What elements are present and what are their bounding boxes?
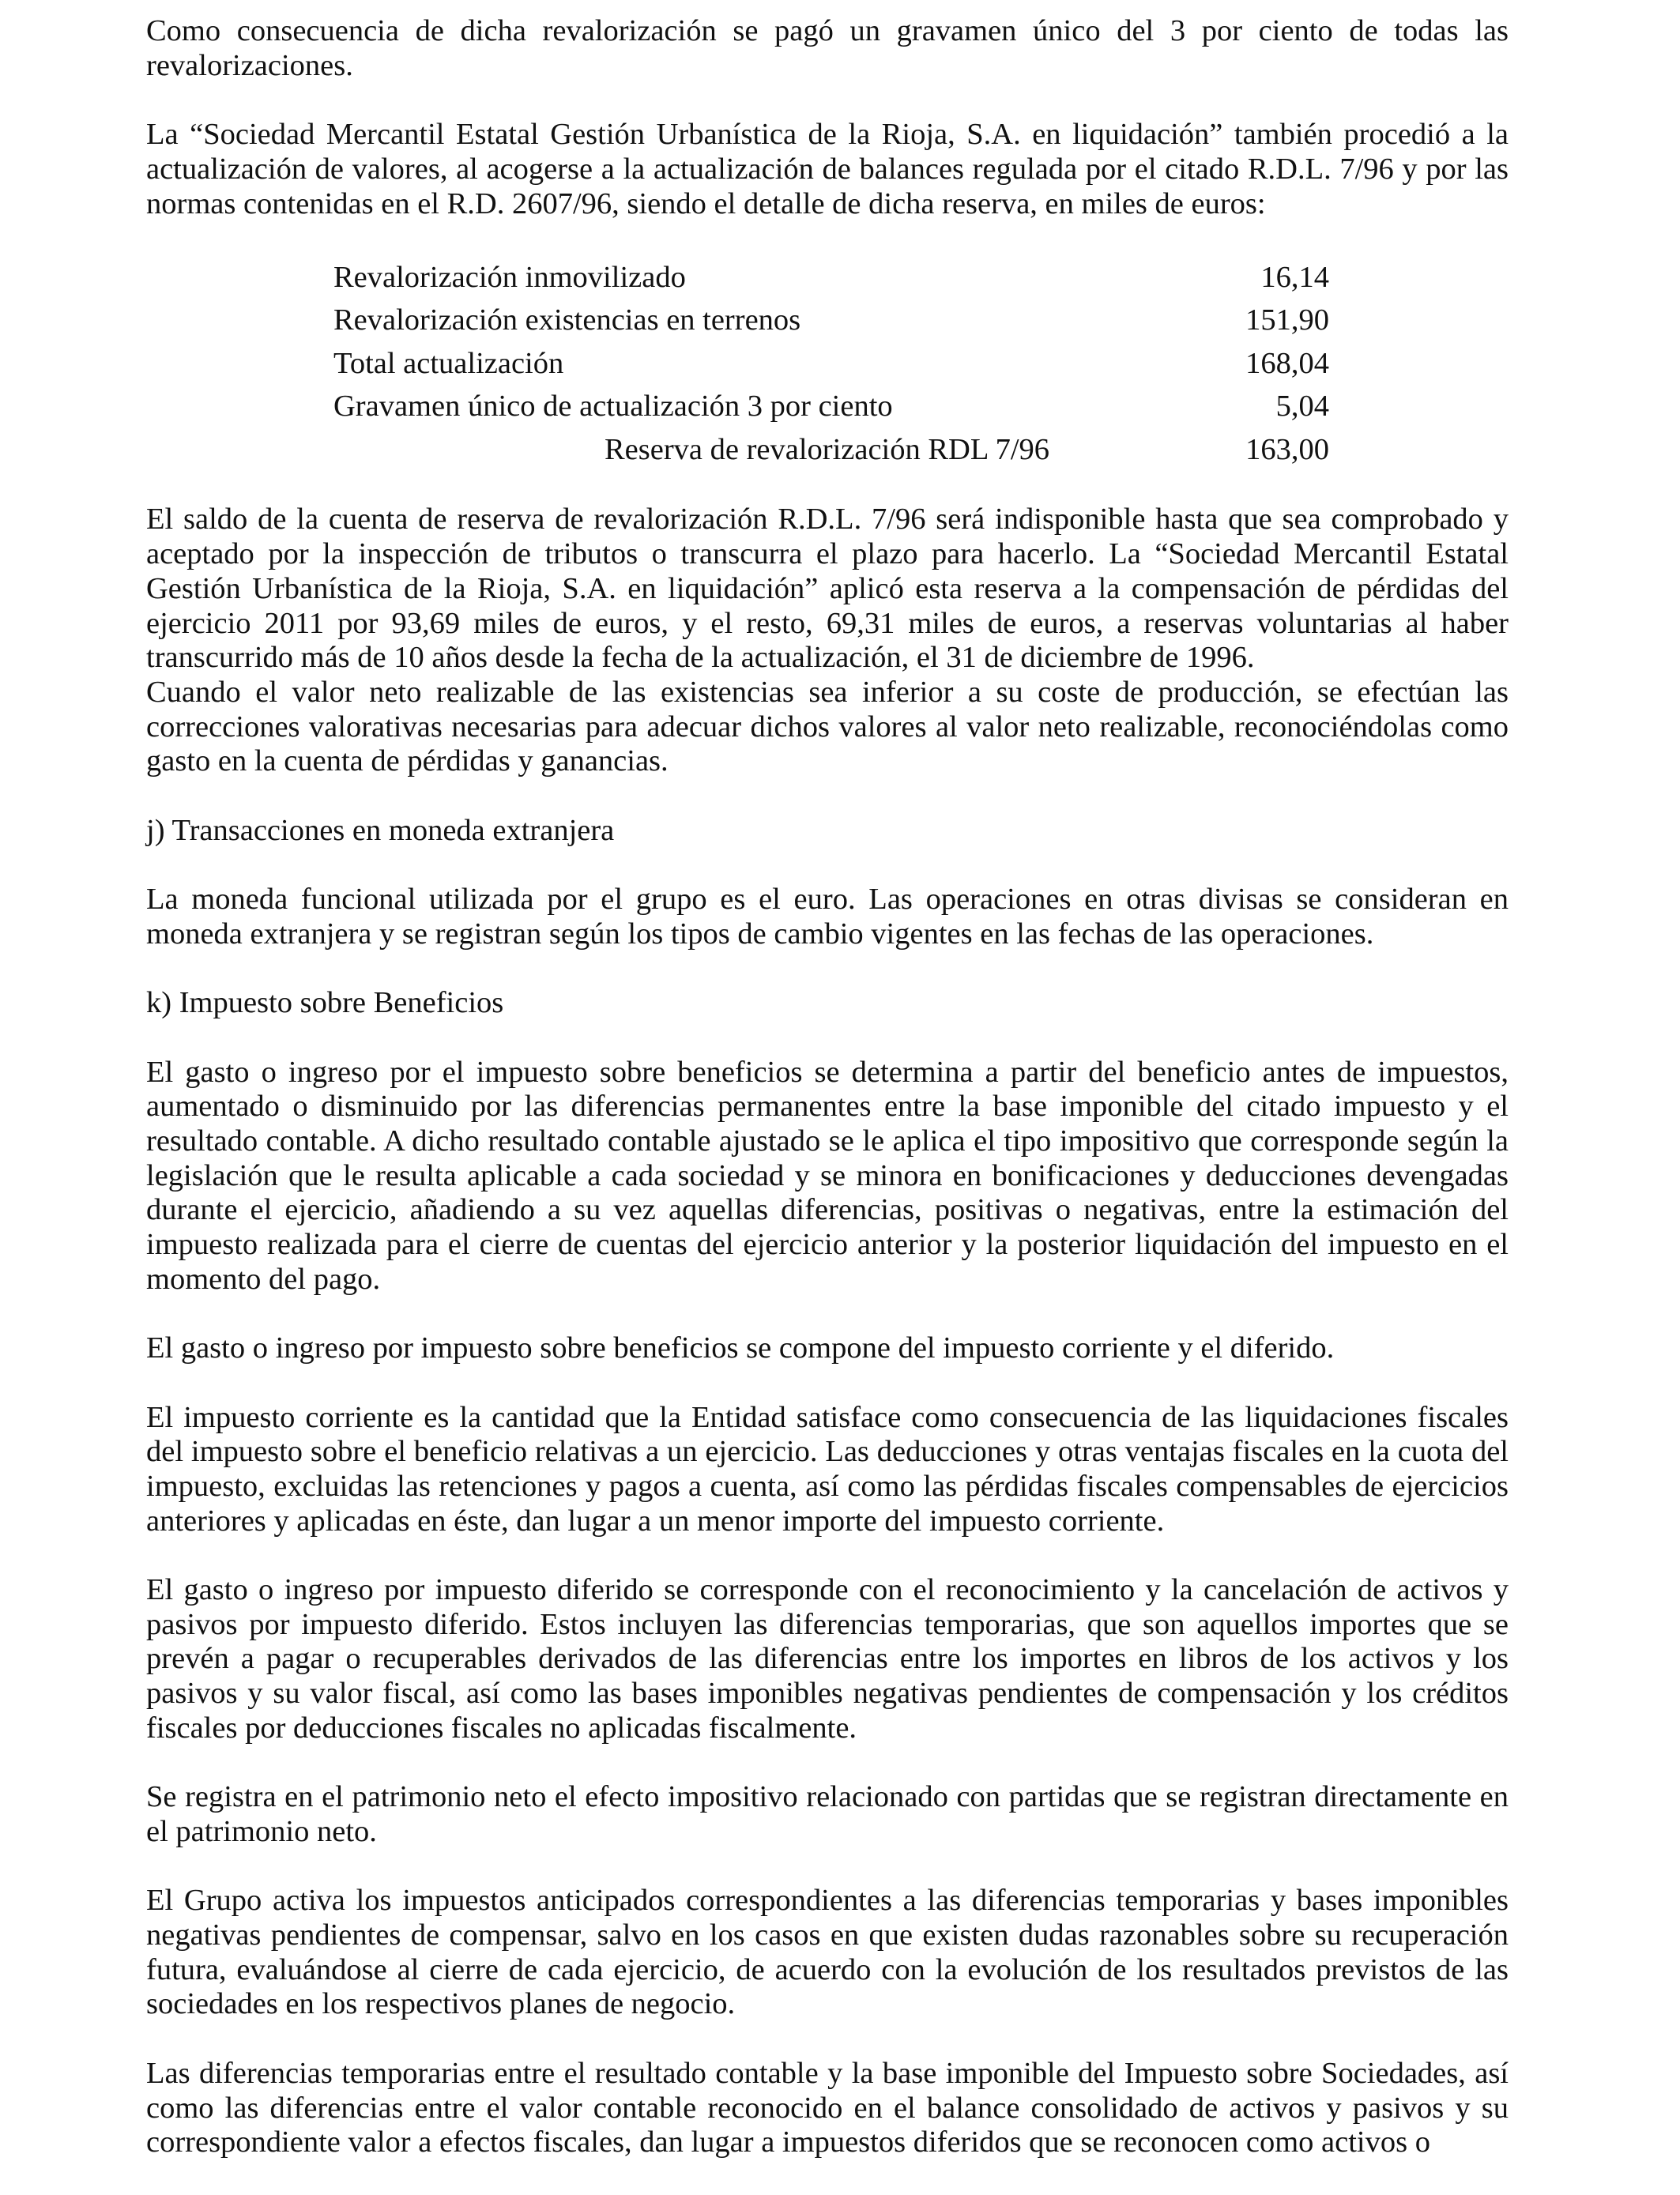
paragraph-impuesto-composicion: El gasto o ingreso por impuesto sobre beneficios se compone del impuesto corriente y el diferido. <box>146 1331 1335 1365</box>
table-row <box>333 385 1329 428</box>
table-row-total <box>333 428 1329 472</box>
paragraph-revalorizacion-gravamen: Como consecuencia de dicha revalorización se pagó un gravamen único del 3 por ciento de todas las revalorizaciones. <box>146 14 1509 82</box>
section-heading-j: j) Transacciones en moneda extranjera <box>146 813 615 847</box>
row-value: 163,00 <box>1245 432 1329 466</box>
paragraph-impuesto-diferido: El gasto o ingreso por impuesto diferido se corresponde con el reconocimiento y la cancelación de activos y pasivos por impuesto diferido. Estos incluyen las diferencias temporarias, que son aquellos importes que se prevén a pagar o recuperables derivados de las diferencias entre los importes en libros de los activos y los pasivos y su valor fiscal, así como las bases imponibles negativas pendientes de compensación y los créditos fiscales por deducciones fiscales no aplicadas fiscalmente. <box>146 1573 1509 1745</box>
table-row <box>333 256 1329 299</box>
paragraph-diferencias-temporarias: Las diferencias temporarias entre el resultado contable y la base imponible del Impuesto sobre Sociedades, así como las diferencias entre el valor contable reconocido en el balance consolidado de activos y pasivos y su correspondiente valor a efectos fiscales, dan lugar a impuestos diferidos que se reconocen como activos o <box>146 2056 1509 2159</box>
paragraph-moneda-funcional: La moneda funcional utilizada por el grupo es el euro. Las operaciones en otras divisas se consideran en moneda extranjera y se registran según los tipos de cambio vigentes en las fechas de las operaciones. <box>146 883 1509 951</box>
row-label: Revalorización inmovilizado <box>333 260 686 294</box>
paragraph-saldo-reserva: El saldo de la cuenta de reserva de revalorización R.D.L. 7/96 será indisponible hasta que sea comprobado y aceptado por la inspección de tributos o transcurra el plazo para hacerlo. La “Sociedad Mercantil Estatal Gestión Urbanística de la Rioja, S.A. en liquidación” aplicó esta reserva a la compensación de pérdidas del ejercicio 2011 por 93,69 miles de euros, y el resto, 69,31 miles de euros, a reservas voluntarias al haber transcurrido más de 10 años desde la fecha de la actualización, el 31 de diciembre de 1996. <box>146 503 1509 675</box>
paragraph-gasto-ingreso-impuesto: El gasto o ingreso por el impuesto sobre beneficios se determina a partir del beneficio antes de impuestos, aumentado o disminuido por las diferencias permanentes entre la base imponible del citado impuesto y el resultado contable. A dicho resultado contable ajustado se le aplica el tipo impositivo que corresponde según la legislación que le resulta aplicable a cada sociedad y se minora en bonificaciones y deducciones devengadas durante el ejercicio, añadiendo a su vez aquellas diferencias, positivas o negativas, entre la estimación del impuesto realizada para el cierre de cuentas del ejercicio anterior y la posterior liquidación del impuesto en el momento del pago. <box>146 1055 1509 1296</box>
paragraph-patrimonio-neto: Se registra en el patrimonio neto el efecto impositivo relacionado con partidas que se registran directamente en el patrimonio neto. <box>146 1780 1509 1848</box>
paragraph-valor-neto-realizable: Cuando el valor neto realizable de las existencias sea inferior a su coste de producción, se efectúan las correcciones valorativas necesarias para adecuar dichos valores al valor neto realizable, reconociéndolas como gasto en la cuenta de pérdidas y ganancias. <box>146 675 1509 778</box>
row-value: 16,14 <box>1260 260 1329 294</box>
paragraph-impuesto-corriente: El impuesto corriente es la cantidad que la Entidad satisface como consecuencia de las liquidaciones fiscales del impuesto sobre el beneficio relativas a un ejercicio. Las deducciones y otras ventajas fiscales en la cuota del impuesto, excluidas las retenciones y pagos a cuenta, así como las pérdidas fiscales compensables de ejercicios anteriores y aplicadas en éste, dan lugar a un menor importe del impuesto corriente. <box>146 1400 1509 1538</box>
table-row <box>333 299 1329 342</box>
document-page <box>146 14 1509 2195</box>
row-label: Reserva de revalorización RDL 7/96 <box>605 432 1050 466</box>
row-label: Total actualización <box>333 346 564 380</box>
paragraph-impuestos-anticipados: El Grupo activa los impuestos anticipados correspondientes a las diferencias temporarias y bases imponibles negativas pendientes de compensar, salvo en los casos en que existen dudas razonables sobre su recuperación futura, evaluándose al cierre de cada ejercicio, de acuerdo con la evolución de los resultados previstos de las sociedades en los respectivos planes de negocio. <box>146 1884 1509 2021</box>
row-value: 151,90 <box>1245 303 1329 337</box>
paragraph-actualizacion-valores: La “Sociedad Mercantil Estatal Gestión Urbanística de la Rioja, S.A. en liquidación” también procedió a la actualización de valores, al acogerse a la actualización de balances regulada por el citado R.D.L. 7/96 y por las normas contenidas en el R.D. 2607/96, siendo el detalle de dicha reserva, en miles de euros: <box>146 118 1509 220</box>
row-label: Revalorización existencias en terrenos <box>333 303 801 337</box>
section-heading-k: k) Impuesto sobre Beneficios <box>146 986 504 1020</box>
row-label: Gravamen único de actualización 3 por ciento <box>333 390 893 424</box>
row-value: 168,04 <box>1245 346 1329 380</box>
reserve-table <box>333 256 1329 472</box>
row-value: 5,04 <box>1275 390 1329 424</box>
table-row <box>333 342 1329 386</box>
